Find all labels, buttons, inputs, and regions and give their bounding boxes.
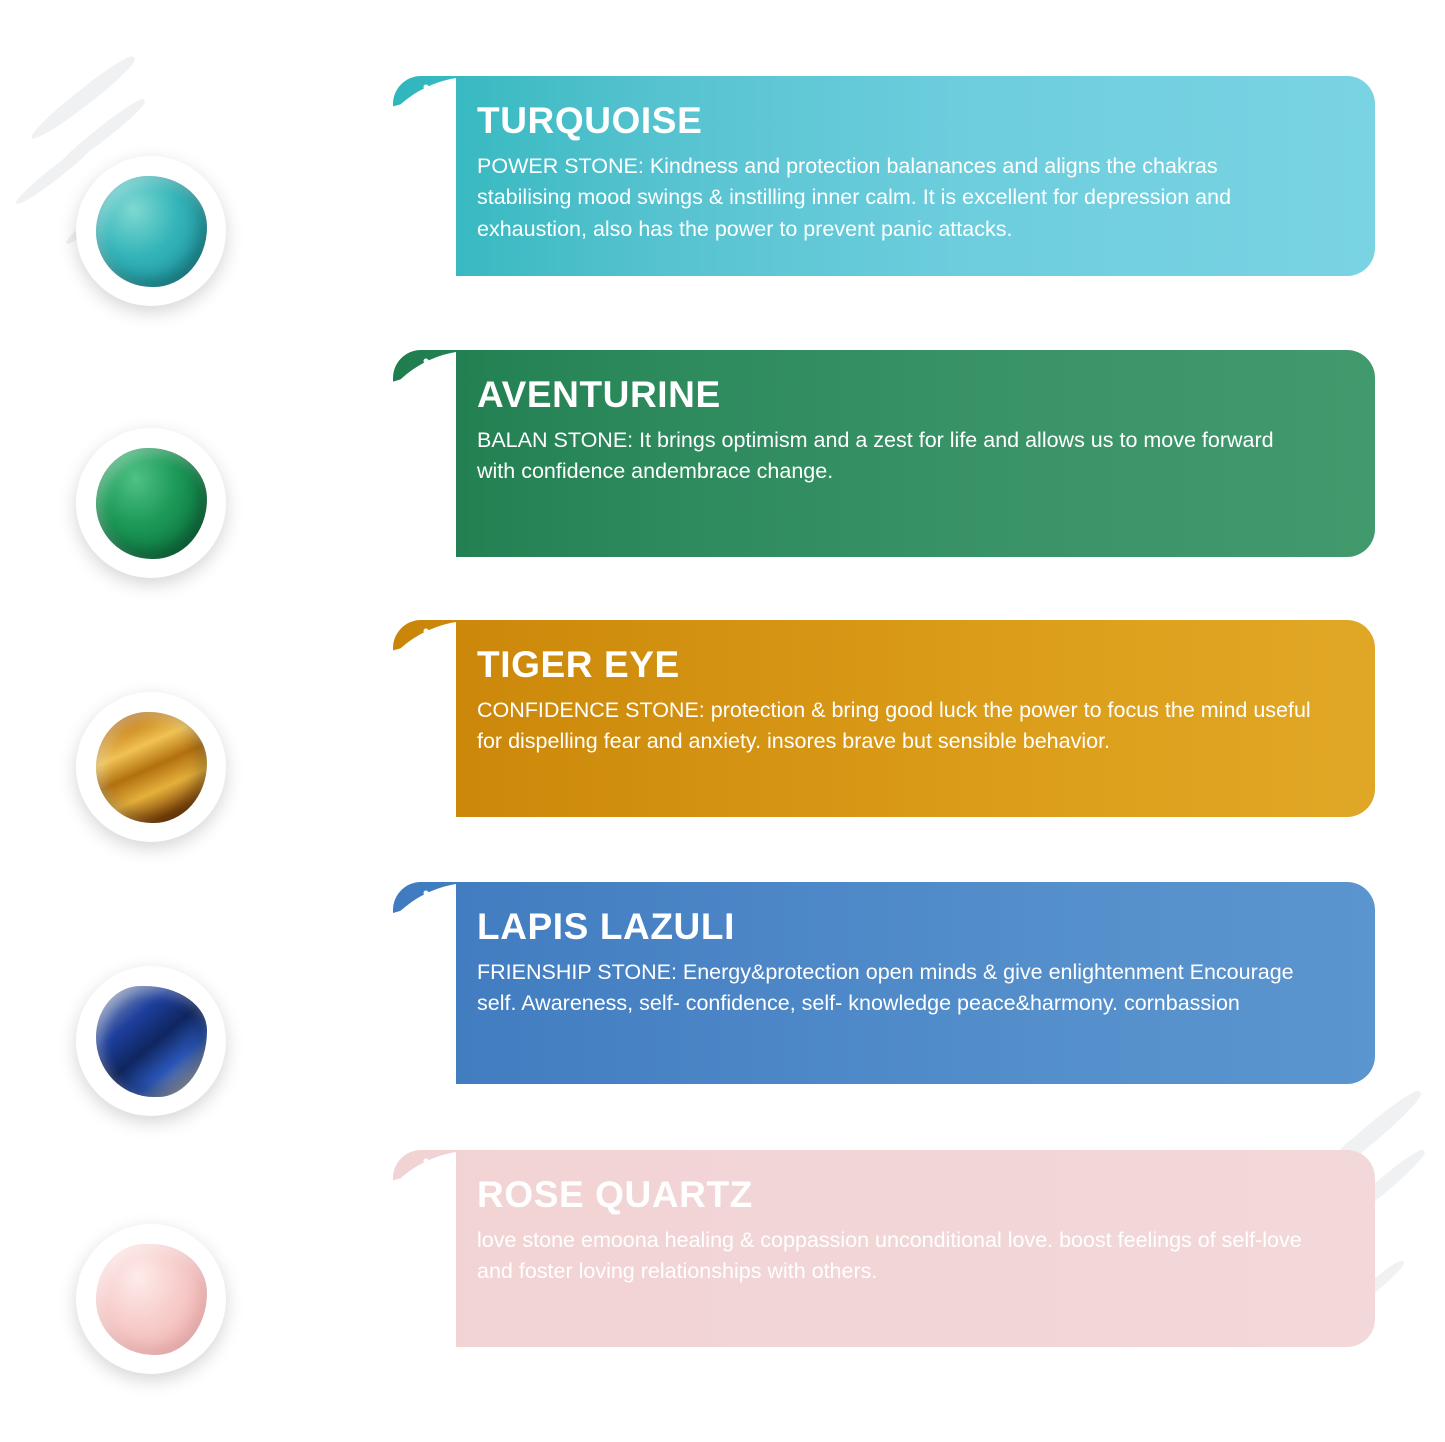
tiger-eye-stone-icon [76,692,226,842]
stone-shape [96,176,207,287]
gemstone-description: CONFIDENCE STONE: protection & bring good luck the power to focus the mind useful for dispelling fear and anxiety. insores brave but sensible behavior. [477,697,1311,754]
list-item[interactable] [0,882,1445,1084]
gemstone-title: AVENTURINE [477,374,721,415]
gemstone-description: love stone emoona healing & coppassion unconditional love. boost feelings of self-love and foster loving relationships with others. [477,1227,1302,1284]
gemstone-title: TURQUOISE [477,100,703,141]
stone-shape [96,986,207,1097]
gemstone-description: POWER STONE: Kindness and protection balanances and aligns the chakras stabilising mood swings & instilling inner calm. It is excellent for depression and exhaustion, also has the power to prevent panic attacks. [477,153,1232,241]
stone-shape [96,448,207,559]
gemstone-description: FRIENSHIP STONE: Energy&protection open minds & give enlightenment Encourage self. Awareness, self- confidence, self- knowledge peace&harmony. cornbassion [477,959,1294,1016]
list-item[interactable] [0,350,1445,557]
gemstone-banner-turquoise [393,76,1375,276]
gemstone-banner-tiger-eye [393,620,1375,817]
chevron-right-icon [421,356,447,396]
list-item[interactable] [0,76,1445,276]
gemstone-banner-lapis-lazuli [393,882,1375,1084]
stone-shape [96,712,207,823]
gemstone-title: ROSE QUARTZ [477,1174,753,1215]
lapis-lazuli-stone-icon [76,966,226,1116]
chevron-right-icon [421,626,447,666]
stone-shape [96,1244,207,1355]
gemstone-title: LAPIS LAZULI [477,906,735,947]
chevron-right-icon [421,888,447,928]
gemstone-banner-aventurine [393,350,1375,557]
gemstone-title: TIGER EYE [477,644,680,685]
rose-quartz-stone-icon [76,1224,226,1374]
chevron-right-icon [421,82,447,122]
turquoise-stone-icon [76,156,226,306]
gemstone-banner-rose-quartz [393,1150,1375,1347]
gemstone-description: BALAN STONE: It brings optimism and a zest for life and allows us to move forward with confidence andembrace change. [477,427,1274,484]
chevron-right-icon [421,1156,447,1196]
list-item[interactable] [0,1150,1445,1347]
aventurine-stone-icon [76,428,226,578]
list-item[interactable] [0,620,1445,817]
